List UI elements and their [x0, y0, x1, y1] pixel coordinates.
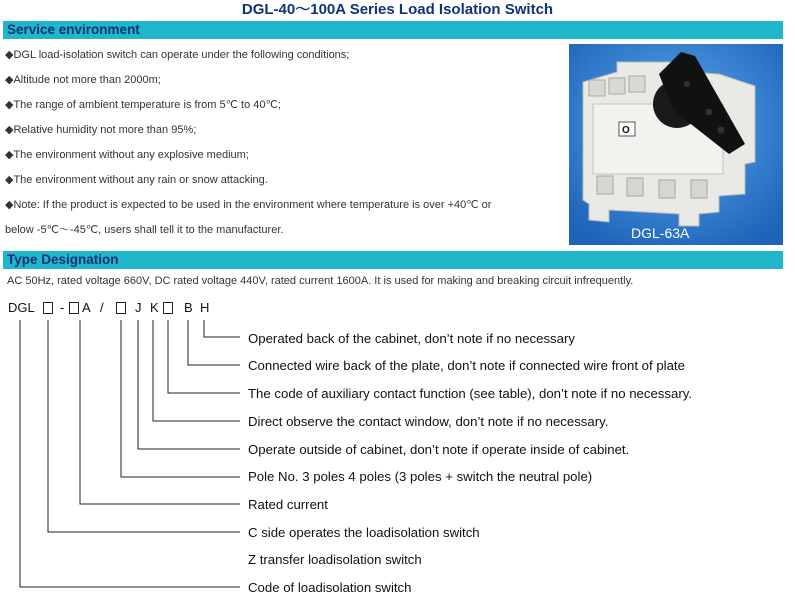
type-description: AC 50Hz, rated voltage 660V, DC rated voltage 440V, rated current 1600A. It is used for making and breaking circuit infrequently. [7, 275, 634, 287]
list-item: ◆DGL load-isolation switch can operate under the following conditions; [5, 49, 350, 61]
code-dash: - [60, 300, 65, 315]
photo-caption: DGL-63A [631, 225, 690, 241]
isolation-switch-illustration [569, 44, 783, 245]
designation-item: Direct observe the contact window, don’t note if no necessary. [248, 414, 609, 429]
list-item: ◆Note: If the product is expected to be used in the environment where temperature is over +40℃ or [5, 199, 492, 211]
designation-item: Code of loadisolation switch [248, 580, 412, 595]
list-item: ◆The environment without any explosive medium; [5, 149, 249, 161]
page-title: DGL-40～100A Series Load Isolation Switch [241, 1, 554, 18]
section-heading-service: Service environment [3, 21, 783, 39]
code-k: K [150, 300, 159, 315]
code-dgl: DGL [8, 300, 35, 315]
list-item: below -5℃～-45℃, users shall tell it to the manufacturer. [5, 224, 284, 236]
designation-item: Operate outside of cabinet, don’t note if operate inside of cabinet. [248, 442, 630, 457]
switch-position-mark: O [622, 125, 630, 136]
designation-item: C side operates the loadisolation switch [248, 525, 480, 540]
designation-item: Operated back of the cabinet, don’t note if no necessary [248, 331, 575, 346]
designation-item: Connected wire back of the plate, don’t note if connected wire front of plate [248, 358, 685, 373]
code-slash: / [100, 300, 104, 315]
product-photo [569, 44, 783, 245]
list-item: ◆Relative humidity not more than 95%; [5, 124, 197, 136]
designation-item: The code of auxiliary contact function (see table), don’t note if no necessary. [248, 386, 692, 401]
code-j: J [135, 300, 142, 315]
list-item: ◆The environment without any rain or snow attacking. [5, 174, 268, 186]
designation-item: Pole No. 3 poles 4 poles (3 poles + switch the neutral pole) [248, 469, 593, 484]
section-heading-type: Type Designation [3, 251, 783, 269]
designation-item: Z transfer loadisolation switch [248, 552, 422, 567]
code-b: B [184, 300, 193, 315]
service-conditions-list [5, 43, 565, 243]
designation-item: Rated current [248, 497, 328, 512]
list-item: ◆The range of ambient temperature is from 5℃ to 40℃; [5, 99, 281, 111]
list-item: ◆Altitude not more than 2000m; [5, 74, 161, 86]
code-h: H [200, 300, 210, 315]
code-a: A [82, 300, 91, 315]
designation-connector-lines [0, 290, 250, 595]
